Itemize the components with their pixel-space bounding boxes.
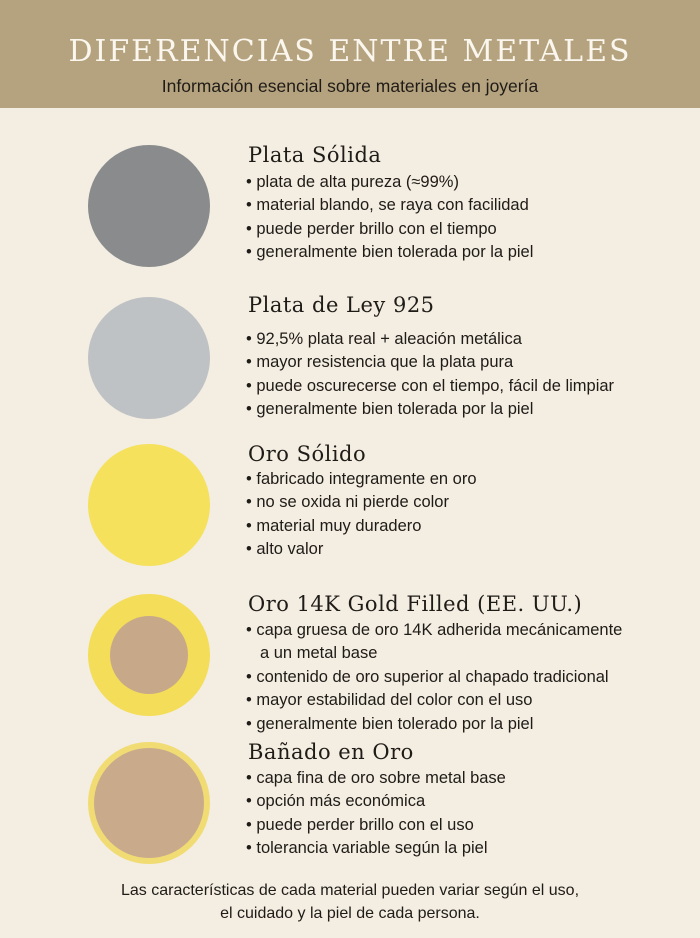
plata-ley-swatch <box>88 297 210 419</box>
material-bullets <box>246 171 533 265</box>
footer-line: el cuidado y la piel de cada persona. <box>220 905 480 922</box>
bullet-item: • mayor estabilidad del color con el uso <box>246 691 533 710</box>
bullet-item: • generalmente bien tolerado por la piel <box>246 714 534 733</box>
bullet-item: • capa gruesa de oro 14K adherida mecánicamente <box>246 621 623 639</box>
gold-filled-core <box>110 616 188 694</box>
banado-oro-swatch <box>88 742 210 864</box>
bullet-item: • fabricado integramente en oro <box>246 470 477 488</box>
footer-note <box>0 879 700 925</box>
material-bullets <box>246 468 477 562</box>
bullet-item: • puede oscurecerse con el tiempo, fácil de limpiar <box>246 376 615 395</box>
bullet-item: • capa fina de oro sobre metal base <box>246 769 506 787</box>
material-bullets <box>246 619 622 736</box>
material-bullets <box>246 328 614 422</box>
material-heading: Oro 14K Gold Filled (EE. UU.) <box>248 592 583 616</box>
bullet-item: • alto valor <box>246 540 324 559</box>
material-heading: Bañado en Oro <box>248 740 414 764</box>
bullet-item: • generalmente bien tolerada por la piel <box>246 400 534 419</box>
bullet-item: • puede perder brillo con el uso <box>246 815 474 834</box>
page-subtitle: Información esencial sobre materiales en joyería <box>161 76 539 96</box>
bullet-item: • opción más económica <box>246 792 426 811</box>
oro-solido-swatch <box>88 444 210 566</box>
footer-line: Las características de cada material pueden variar según el uso, <box>120 882 580 899</box>
material-heading: Plata Sólida <box>248 143 382 167</box>
bullet-item: • mayor resistencia que la plata pura <box>246 353 514 372</box>
bullet-item: • tolerancia variable según la piel <box>246 839 488 858</box>
gold-filled-swatch <box>88 594 210 716</box>
bullet-item-continuation: a un metal base <box>260 644 378 663</box>
bullet-item: • material muy duradero <box>246 516 422 535</box>
bullet-item: • 92,5% plata real + aleación metálica <box>246 330 522 348</box>
material-bullets <box>246 767 506 861</box>
plata-solida-swatch <box>88 145 210 267</box>
bullet-item: • puede perder brillo con el tiempo <box>246 219 497 238</box>
bullet-item: • generalmente bien tolerada por la piel <box>246 243 534 262</box>
bullet-item: • plata de alta pureza (≈99%) <box>246 173 459 191</box>
material-heading: Plata de Ley 925 <box>248 293 435 317</box>
bullet-item: • material blando, se raya con facilidad <box>246 196 529 215</box>
banado-oro-core <box>94 748 204 858</box>
page-title: DIFERENCIAS ENTRE METALES <box>68 34 632 69</box>
material-heading: Oro Sólido <box>248 442 367 466</box>
bullet-item: • no se oxida ni pierde color <box>246 493 449 512</box>
bullet-item: • contenido de oro superior al chapado tradicional <box>246 667 609 686</box>
